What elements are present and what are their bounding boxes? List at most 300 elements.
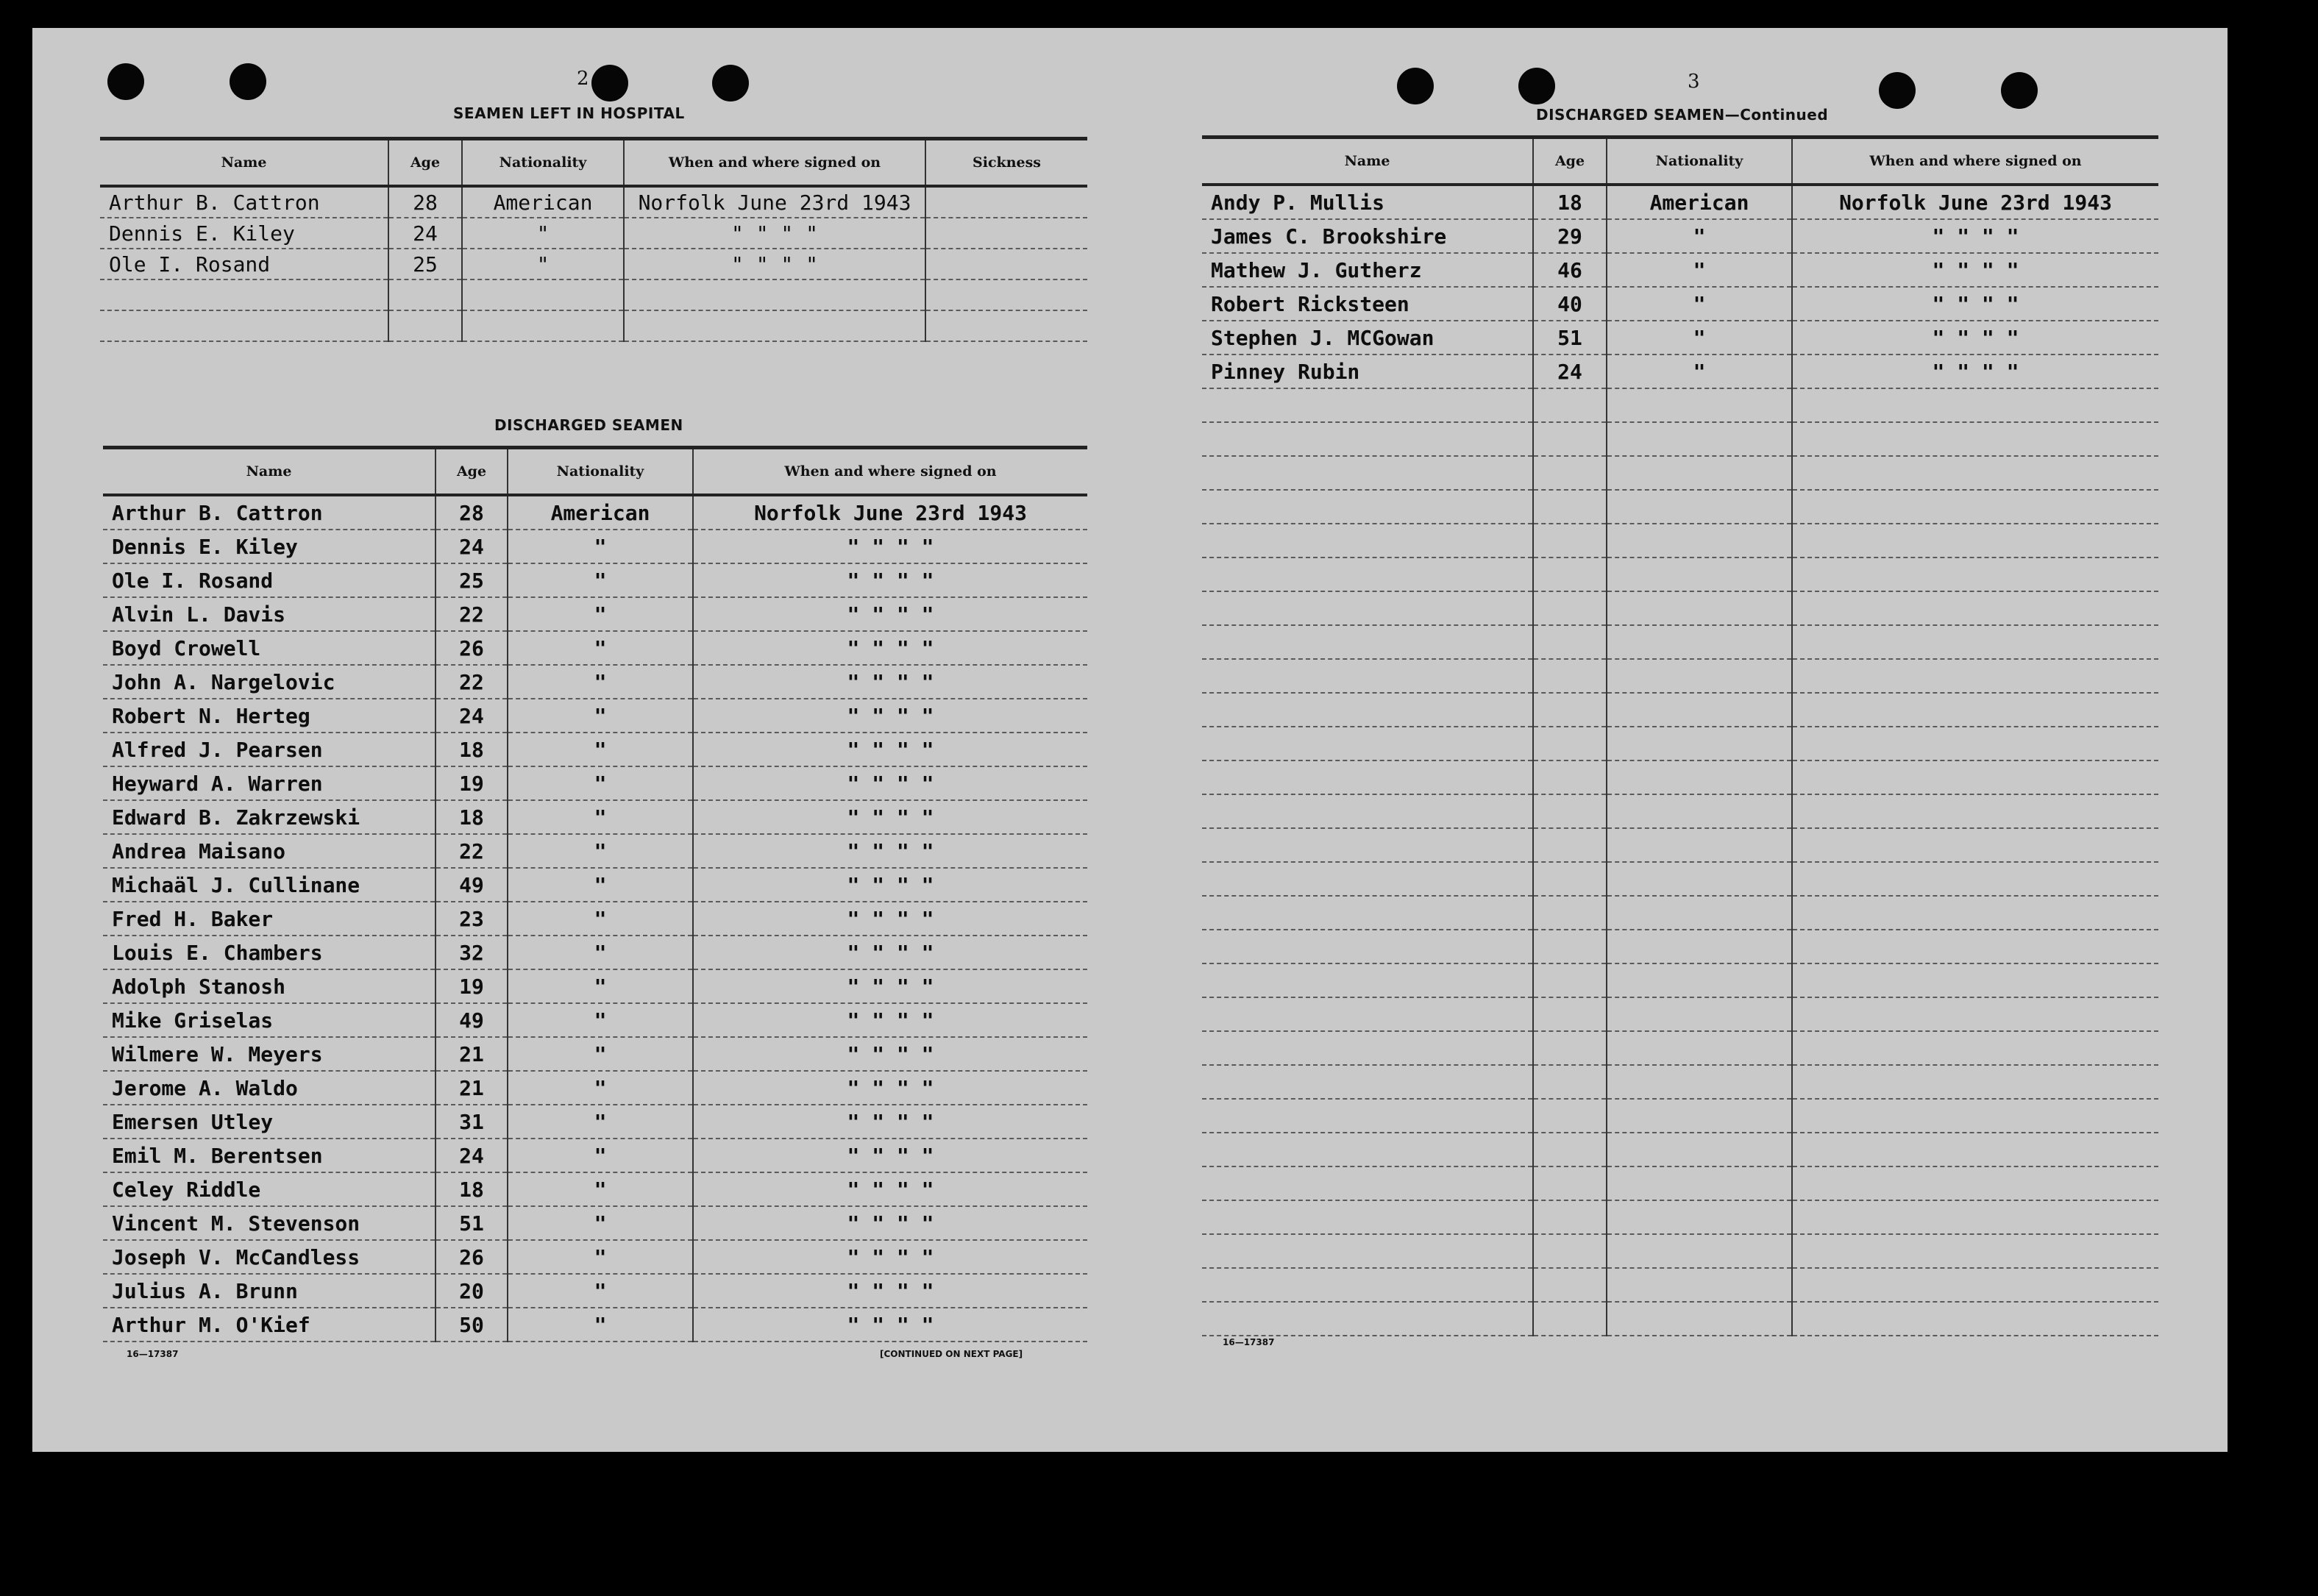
name-cell: Emersen Utley: [103, 1105, 435, 1139]
age-cell: 51: [435, 1206, 508, 1240]
signed-on-cell: " " " ": [693, 699, 1087, 733]
nationality-cell: ": [508, 1240, 693, 1274]
name-cell: [1202, 659, 1533, 693]
nationality-cell: ": [1607, 253, 1792, 287]
hospital-table: [100, 137, 1087, 342]
age-cell: 51: [1533, 321, 1607, 355]
signed-on-cell: [1792, 727, 2158, 760]
table-row: [103, 834, 1087, 868]
table-row: [1202, 1200, 2158, 1234]
table-row: [1202, 794, 2158, 828]
name-cell: [1202, 524, 1533, 557]
age-cell: 28: [388, 186, 462, 218]
age-cell: 24: [435, 1139, 508, 1172]
signed-on-cell: [1792, 794, 2158, 828]
table-row: [1202, 1166, 2158, 1200]
age-cell: [1533, 794, 1607, 828]
nationality-cell: [1607, 557, 1792, 591]
signed-on-cell: [1792, 1302, 2158, 1336]
name-cell: [1202, 997, 1533, 1031]
table-row: [1202, 490, 2158, 524]
signed-on-cell: " " " ": [693, 1003, 1087, 1037]
sickness-cell: [925, 218, 1087, 249]
table-row: [103, 902, 1087, 936]
name-cell: Alfred J. Pearsen: [103, 733, 435, 766]
signed-on-cell: " " " ": [693, 834, 1087, 868]
signed-on-cell: [1792, 1133, 2158, 1166]
nationality-cell: ": [508, 969, 693, 1003]
signed-on-cell: " " " ": [1792, 287, 2158, 321]
document-sheet: [32, 28, 2228, 1452]
punch-hole: [1397, 68, 1434, 104]
age-cell: 31: [435, 1105, 508, 1139]
name-cell: Boyd Crowell: [103, 631, 435, 665]
nationality-cell: ": [508, 1139, 693, 1172]
age-cell: [1533, 693, 1607, 727]
signed-on-cell: [1792, 693, 2158, 727]
signed-on-cell: " " " ": [693, 1037, 1087, 1071]
signed-on-cell: [624, 310, 925, 341]
sickness-cell: [925, 249, 1087, 279]
name-cell: [1202, 1268, 1533, 1302]
signed-on-cell: " " " ": [693, 631, 1087, 665]
age-cell: 29: [1533, 219, 1607, 253]
punch-hole: [2001, 72, 2038, 109]
table-row: [1202, 659, 2158, 693]
age-cell: 22: [435, 834, 508, 868]
table-row: [103, 1071, 1087, 1105]
signed-on-cell: [1792, 591, 2158, 625]
column-header: Age: [388, 139, 462, 187]
nationality-cell: [1607, 659, 1792, 693]
name-cell: Dennis E. Kiley: [103, 530, 435, 563]
table-row: [103, 936, 1087, 969]
nationality-cell: ": [508, 902, 693, 936]
table-row: [100, 249, 1087, 279]
name-cell: [1202, 1166, 1533, 1200]
column-header: Age: [435, 448, 508, 496]
nationality-cell: ": [1607, 321, 1792, 355]
signed-on-cell: [1792, 896, 2158, 930]
nationality-cell: [1607, 591, 1792, 625]
nationality-cell: ": [508, 563, 693, 597]
nationality-cell: ": [462, 218, 624, 249]
age-cell: [1533, 659, 1607, 693]
table-row: [100, 279, 1087, 310]
nationality-cell: ": [508, 936, 693, 969]
signed-on-cell: " " " ": [693, 1071, 1087, 1105]
continued-table: [1202, 135, 2158, 1336]
name-cell: Jerome A. Waldo: [103, 1071, 435, 1105]
nationality-cell: [462, 279, 624, 310]
column-header: Sickness: [973, 154, 1041, 171]
nationality-cell: American: [1607, 185, 1792, 219]
nationality-cell: [1607, 422, 1792, 456]
age-cell: [1533, 727, 1607, 760]
nationality-cell: [1607, 862, 1792, 896]
age-cell: [1533, 862, 1607, 896]
age-cell: 18: [435, 800, 508, 834]
age-cell: [1533, 1099, 1607, 1133]
table-row: [1202, 355, 2158, 388]
name-cell: Joseph V. McCandless: [103, 1240, 435, 1274]
nationality-cell: [1607, 1133, 1792, 1166]
age-cell: [1533, 963, 1607, 997]
signed-on-cell: " " " ": [693, 1274, 1087, 1308]
nationality-cell: [1607, 490, 1792, 524]
table-row: [103, 1037, 1087, 1071]
nationality-cell: [1607, 997, 1792, 1031]
table-row: [1202, 727, 2158, 760]
nationality-cell: [1607, 693, 1792, 727]
name-cell: Louis E. Chambers: [103, 936, 435, 969]
signed-on-cell: " " " ": [693, 868, 1087, 902]
name-cell: Alvin L. Davis: [103, 597, 435, 631]
signed-on-cell: [1792, 1234, 2158, 1268]
name-cell: Wilmere W. Meyers: [103, 1037, 435, 1071]
table-row: [1202, 1133, 2158, 1166]
nationality-cell: [1607, 625, 1792, 659]
signed-on-cell: [1792, 1166, 2158, 1200]
signed-on-cell: " " " ": [693, 665, 1087, 699]
age-cell: [1533, 1031, 1607, 1065]
age-cell: [1533, 1065, 1607, 1099]
table-row: [1202, 693, 2158, 727]
name-cell: [1202, 930, 1533, 963]
column-header: Nationality: [508, 448, 693, 496]
sickness-cell: [925, 279, 1087, 310]
name-cell: [1202, 388, 1533, 422]
table-row: [1202, 524, 2158, 557]
age-cell: [1533, 930, 1607, 963]
nationality-cell: ": [508, 800, 693, 834]
sickness-cell: [925, 186, 1087, 218]
age-cell: 49: [435, 868, 508, 902]
signed-on-cell: " " " ": [693, 902, 1087, 936]
table-row: [103, 868, 1087, 902]
table-row: [103, 733, 1087, 766]
table-row: [1202, 253, 2158, 287]
age-cell: 26: [435, 1240, 508, 1274]
age-cell: [1533, 388, 1607, 422]
table-row: [103, 1105, 1087, 1139]
punch-hole: [230, 63, 266, 100]
name-cell: [1202, 1133, 1533, 1166]
age-cell: [1533, 1166, 1607, 1200]
name-cell: Emil M. Berentsen: [103, 1139, 435, 1172]
table-row: [1202, 930, 2158, 963]
signed-on-cell: " " " ": [624, 218, 925, 249]
age-cell: 40: [1533, 287, 1607, 321]
table-row: [1202, 1031, 2158, 1065]
column-header: When and where signed on: [784, 463, 997, 480]
form-number-right: 16—17387: [1223, 1337, 1275, 1347]
sickness-cell: [925, 310, 1087, 341]
signed-on-cell: [1792, 557, 2158, 591]
signed-on-cell: " " " ": [693, 936, 1087, 969]
name-cell: Ole I. Rosand: [103, 563, 435, 597]
nationality-cell: ": [508, 631, 693, 665]
table-row: [103, 766, 1087, 800]
table-row: [1202, 760, 2158, 794]
discharged-section-title: DISCHARGED SEAMEN: [494, 416, 683, 434]
continued-section-title: DISCHARGED SEAMEN—Continued: [1536, 106, 1829, 124]
signed-on-cell: [1792, 456, 2158, 490]
age-cell: 18: [1533, 185, 1607, 219]
age-cell: [1533, 1268, 1607, 1302]
nationality-cell: American: [462, 186, 624, 218]
nationality-cell: ": [508, 1071, 693, 1105]
name-cell: [1202, 456, 1533, 490]
table-row: [103, 1172, 1087, 1206]
table-row: [103, 563, 1087, 597]
name-cell: [1202, 1065, 1533, 1099]
table-row: [1202, 219, 2158, 253]
age-cell: [1533, 828, 1607, 862]
continued-header-row: [1202, 138, 2158, 185]
signed-on-cell: [1792, 1031, 2158, 1065]
signed-on-cell: " " " ": [693, 530, 1087, 563]
nationality-cell: ": [508, 1105, 693, 1139]
table-row: [103, 699, 1087, 733]
nationality-cell: [1607, 1302, 1792, 1336]
discharged-table: [103, 446, 1087, 1342]
column-header: When and where signed on: [1869, 153, 2082, 169]
name-cell: James C. Brookshire: [1202, 219, 1533, 253]
name-cell: [1202, 490, 1533, 524]
nationality-cell: ": [508, 868, 693, 902]
age-cell: 23: [435, 902, 508, 936]
nationality-cell: [1607, 896, 1792, 930]
punch-hole: [1879, 72, 1916, 109]
nationality-cell: ": [1607, 287, 1792, 321]
table-row: [1202, 1234, 2158, 1268]
age-cell: [1533, 490, 1607, 524]
nationality-cell: [1607, 963, 1792, 997]
nationality-cell: [1607, 1099, 1792, 1133]
nationality-cell: ": [508, 1308, 693, 1342]
table-row: [1202, 896, 2158, 930]
age-cell: 24: [388, 218, 462, 249]
table-row: [1202, 1268, 2158, 1302]
table-row: [1202, 591, 2158, 625]
age-cell: [388, 310, 462, 341]
nationality-cell: ": [508, 1172, 693, 1206]
name-cell: [1202, 828, 1533, 862]
name-cell: [1202, 896, 1533, 930]
punch-hole: [107, 63, 144, 100]
table-row: [1202, 185, 2158, 219]
age-cell: 21: [435, 1037, 508, 1071]
age-cell: 24: [435, 530, 508, 563]
name-cell: Michaäl J. Cullinane: [103, 868, 435, 902]
name-cell: [1202, 1234, 1533, 1268]
nationality-cell: ": [508, 665, 693, 699]
table-row: [103, 800, 1087, 834]
signed-on-cell: " " " ": [693, 766, 1087, 800]
age-cell: [1533, 1133, 1607, 1166]
name-cell: [1202, 760, 1533, 794]
table-row: [1202, 1302, 2158, 1336]
signed-on-cell: " " " ": [624, 249, 925, 279]
signed-on-cell: [1792, 524, 2158, 557]
age-cell: 18: [435, 733, 508, 766]
table-row: [103, 1003, 1087, 1037]
name-cell: [1202, 1200, 1533, 1234]
signed-on-cell: " " " ": [693, 597, 1087, 631]
name-cell: Andrea Maisano: [103, 834, 435, 868]
name-cell: [1202, 693, 1533, 727]
name-cell: Andy P. Mullis: [1202, 185, 1533, 219]
signed-on-cell: " " " ": [1792, 253, 2158, 287]
page-number-right: 3: [1688, 71, 1700, 93]
age-cell: 25: [388, 249, 462, 279]
nationality-cell: [1607, 828, 1792, 862]
name-cell: John A. Nargelovic: [103, 665, 435, 699]
nationality-cell: [1607, 794, 1792, 828]
age-cell: [1533, 524, 1607, 557]
table-row: [103, 665, 1087, 699]
age-cell: 20: [435, 1274, 508, 1308]
age-cell: [1533, 760, 1607, 794]
continued-note: [CONTINUED ON NEXT PAGE]: [880, 1349, 1023, 1359]
nationality-cell: [1607, 1234, 1792, 1268]
column-header: When and where signed on: [624, 139, 925, 187]
nationality-cell: ": [508, 1003, 693, 1037]
nationality-cell: [1607, 524, 1792, 557]
table-row: [103, 1139, 1087, 1172]
name-cell: Mathew J. Gutherz: [1202, 253, 1533, 287]
name-cell: [1202, 794, 1533, 828]
name-cell: Mike Griselas: [103, 1003, 435, 1037]
age-cell: 25: [435, 563, 508, 597]
signed-on-cell: [1792, 760, 2158, 794]
hospital-section-title: SEAMEN LEFT IN HOSPITAL: [453, 104, 685, 122]
punch-hole: [1518, 68, 1555, 104]
signed-on-cell: [1792, 422, 2158, 456]
nationality-cell: ": [508, 733, 693, 766]
nationality-cell: [1607, 1166, 1792, 1200]
name-cell: [1202, 727, 1533, 760]
discharged-header-row: [103, 448, 1087, 496]
name-cell: Stephen J. MCGowan: [1202, 321, 1533, 355]
column-header: Age: [1533, 138, 1607, 185]
age-cell: [1533, 591, 1607, 625]
signed-on-cell: " " " ": [693, 1308, 1087, 1342]
nationality-cell: [1607, 1200, 1792, 1234]
nationality-cell: [1607, 1031, 1792, 1065]
name-cell: Arthur B. Cattron: [100, 186, 388, 218]
name-cell: Robert Ricksteen: [1202, 287, 1533, 321]
column-header: Nationality: [462, 139, 624, 187]
age-cell: [1533, 625, 1607, 659]
page-number-left: 2: [577, 68, 589, 90]
name-cell: [1202, 1302, 1533, 1336]
name-cell: Robert N. Herteg: [103, 699, 435, 733]
name-cell: Arthur M. O'Kief: [103, 1308, 435, 1342]
age-cell: [1533, 1234, 1607, 1268]
age-cell: 46: [1533, 253, 1607, 287]
table-row: [100, 186, 1087, 218]
nationality-cell: ": [462, 249, 624, 279]
signed-on-cell: [1792, 1268, 2158, 1302]
age-cell: 19: [435, 969, 508, 1003]
signed-on-cell: " " " ": [1792, 321, 2158, 355]
age-cell: [1533, 456, 1607, 490]
nationality-cell: ": [508, 1206, 693, 1240]
signed-on-cell: [624, 279, 925, 310]
age-cell: 22: [435, 665, 508, 699]
name-cell: [1202, 862, 1533, 896]
age-cell: [1533, 896, 1607, 930]
age-cell: 24: [1533, 355, 1607, 388]
nationality-cell: [1607, 930, 1792, 963]
signed-on-cell: Norfolk June 23rd 1943: [1792, 185, 2158, 219]
signed-on-cell: [1792, 1065, 2158, 1099]
signed-on-cell: " " " ": [693, 1105, 1087, 1139]
column-header: Nationality: [1607, 138, 1792, 185]
signed-on-cell: [1792, 490, 2158, 524]
name-cell: Heyward A. Warren: [103, 766, 435, 800]
nationality-cell: ": [508, 834, 693, 868]
punch-hole: [591, 65, 628, 101]
age-cell: 22: [435, 597, 508, 631]
name-cell: [100, 279, 388, 310]
nationality-cell: [1607, 1065, 1792, 1099]
signed-on-cell: [1792, 1099, 2158, 1133]
nationality-cell: ": [1607, 355, 1792, 388]
table-row: [103, 1274, 1087, 1308]
column-header: Name: [103, 448, 435, 496]
name-cell: Ole I. Rosand: [100, 249, 388, 279]
name-cell: Vincent M. Stevenson: [103, 1206, 435, 1240]
name-cell: Fred H. Baker: [103, 902, 435, 936]
table-row: [103, 631, 1087, 665]
age-cell: 32: [435, 936, 508, 969]
age-cell: 26: [435, 631, 508, 665]
age-cell: [1533, 1302, 1607, 1336]
signed-on-cell: [1792, 997, 2158, 1031]
table-row: [103, 530, 1087, 563]
column-header: Name: [100, 139, 388, 187]
name-cell: Celey Riddle: [103, 1172, 435, 1206]
age-cell: 21: [435, 1071, 508, 1105]
signed-on-cell: " " " ": [1792, 355, 2158, 388]
table-row: [1202, 997, 2158, 1031]
signed-on-cell: [1792, 1200, 2158, 1234]
age-cell: 28: [435, 495, 508, 530]
nationality-cell: American: [508, 495, 693, 530]
table-row: [103, 1240, 1087, 1274]
age-cell: 50: [435, 1308, 508, 1342]
signed-on-cell: [1792, 963, 2158, 997]
signed-on-cell: [1792, 828, 2158, 862]
age-cell: 19: [435, 766, 508, 800]
signed-on-cell: [1792, 388, 2158, 422]
age-cell: [388, 279, 462, 310]
table-row: [1202, 388, 2158, 422]
signed-on-cell: " " " ": [693, 1240, 1087, 1274]
table-row: [103, 969, 1087, 1003]
signed-on-cell: [1792, 659, 2158, 693]
table-row: [1202, 625, 2158, 659]
table-row: [1202, 828, 2158, 862]
hospital-header-row: [100, 139, 1087, 187]
signed-on-cell: [1792, 862, 2158, 896]
signed-on-cell: " " " ": [693, 969, 1087, 1003]
table-row: [1202, 557, 2158, 591]
name-cell: [1202, 1099, 1533, 1133]
